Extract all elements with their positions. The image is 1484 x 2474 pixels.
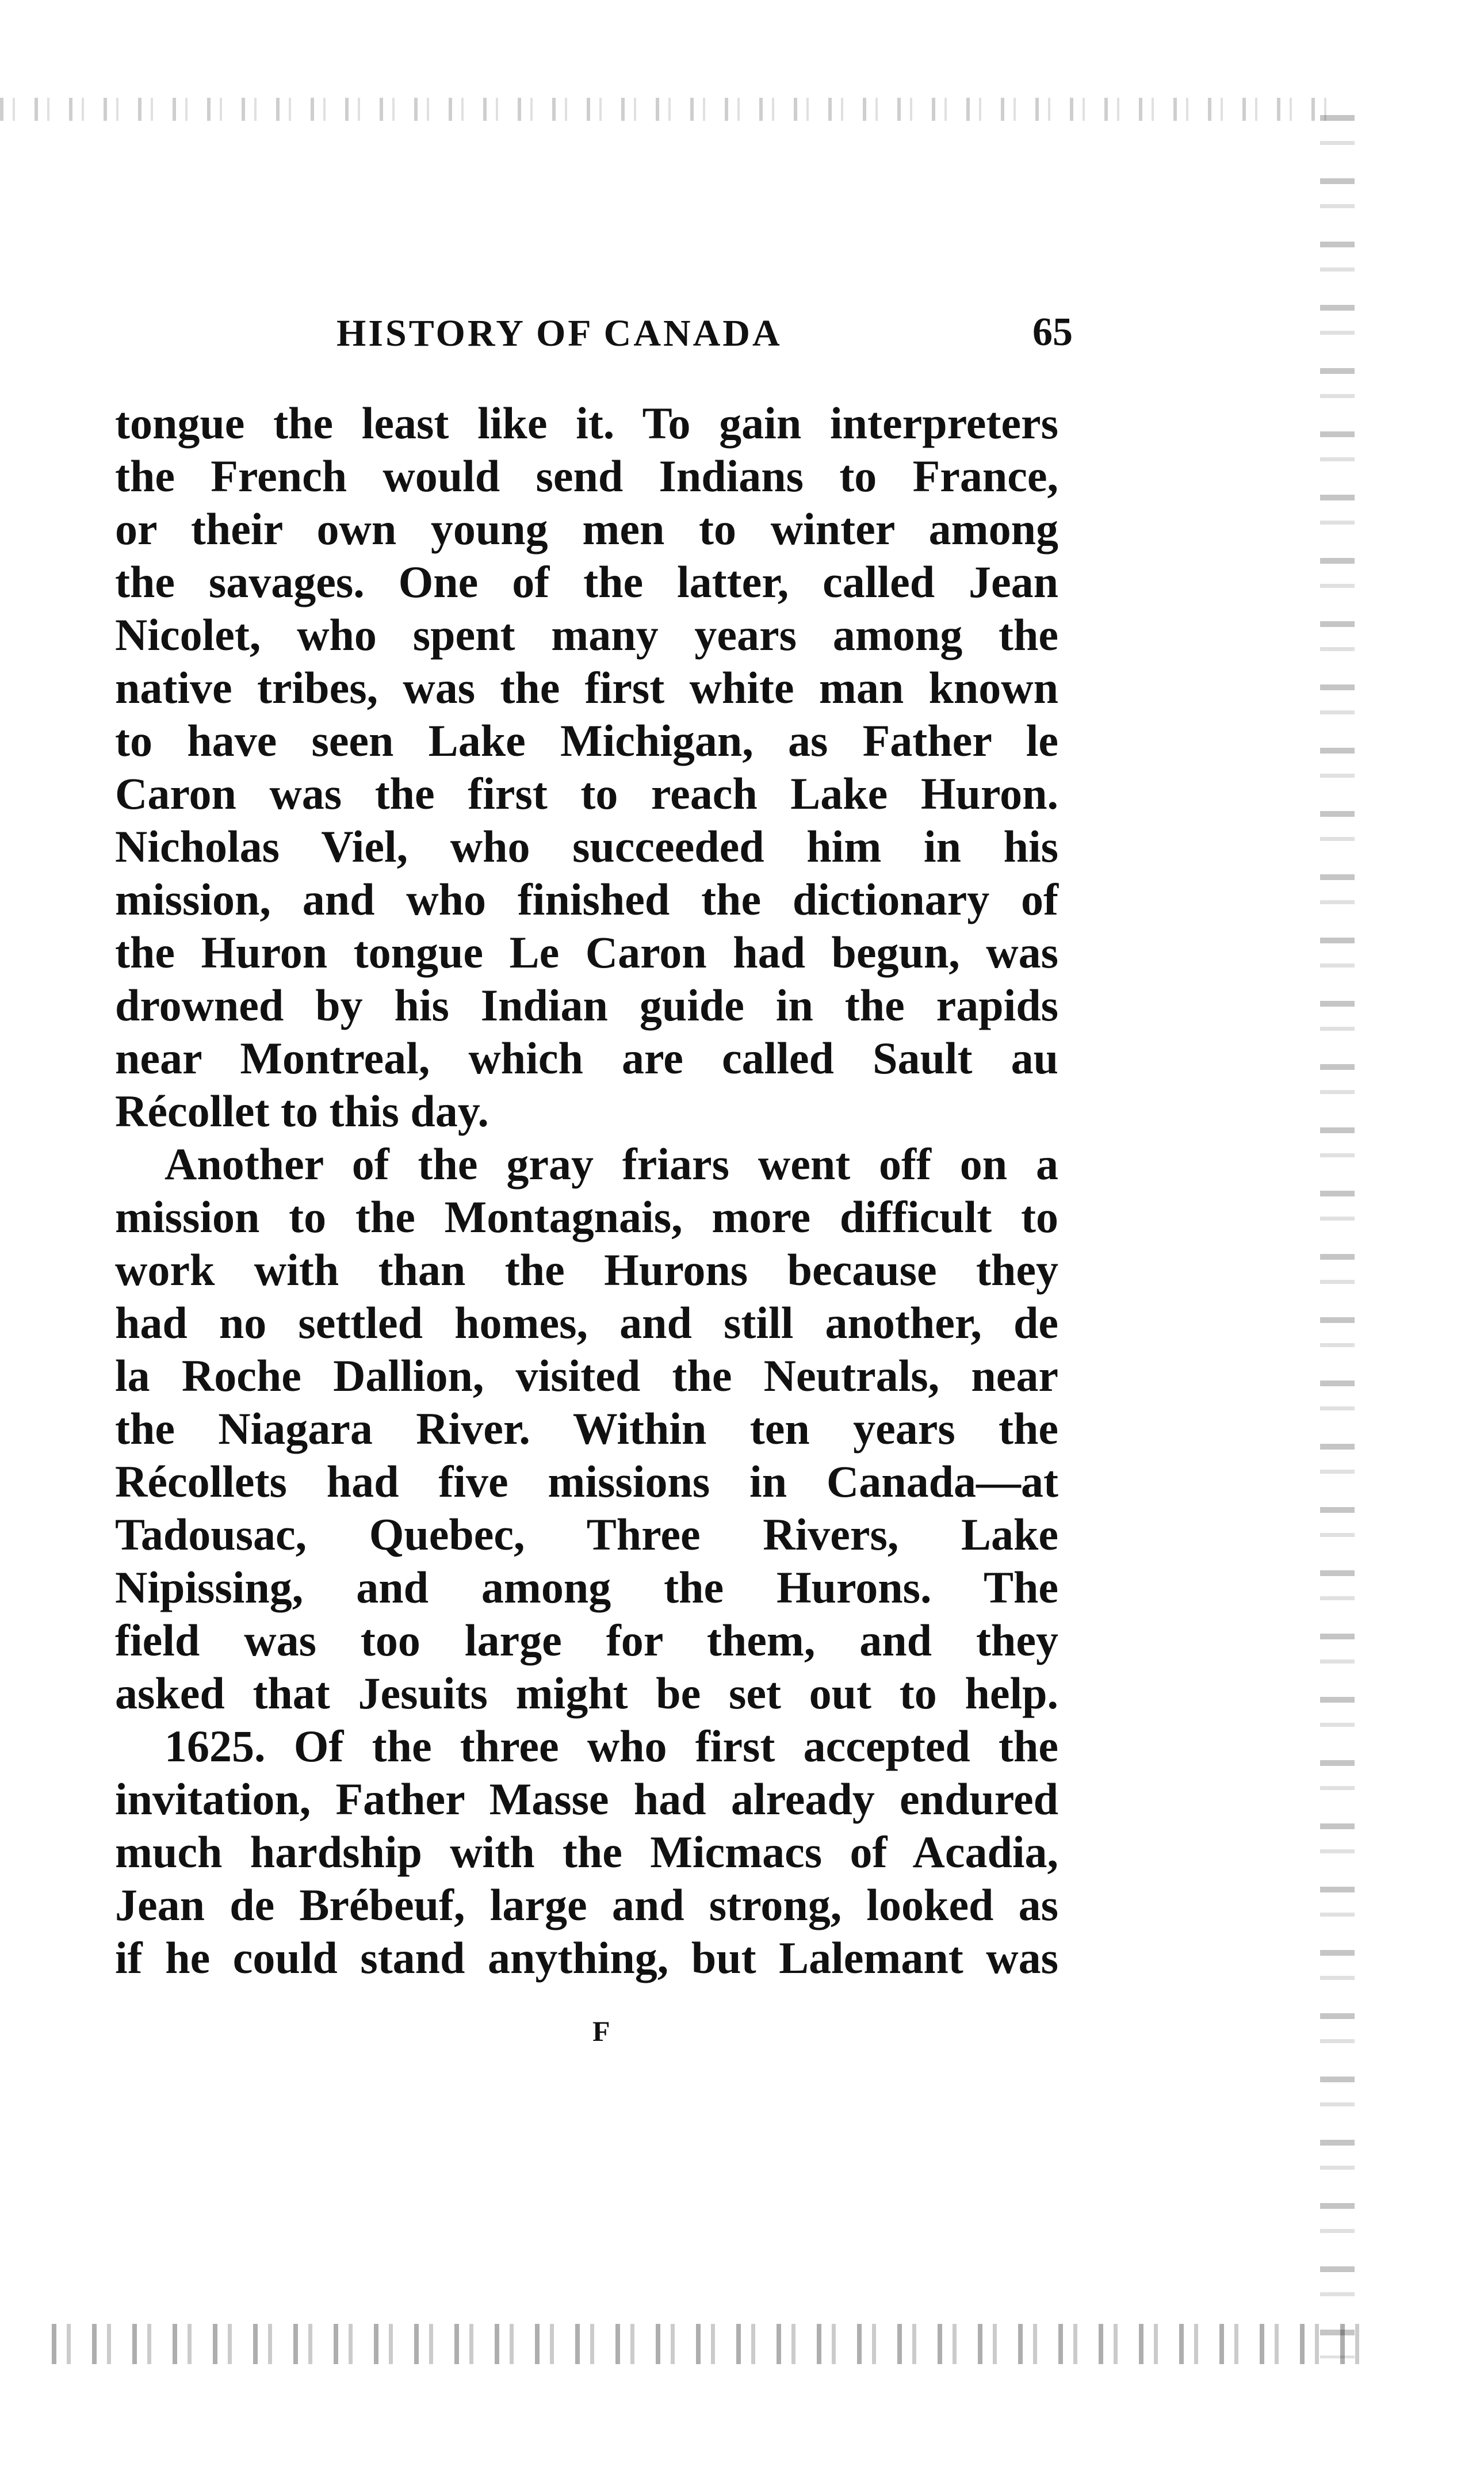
text-line: work with than the Hurons because they: [115, 1245, 1058, 1295]
text-line: the French would send Indians to France,: [115, 451, 1058, 501]
text-line: tongue the least like it. To gain interpreters: [115, 398, 1058, 448]
text-line: la Roche Dallion, visited the Neutrals, near: [115, 1351, 1058, 1401]
signature-mark: F: [592, 2015, 610, 2047]
text-line: mission to the Montagnais, more difficult to: [115, 1192, 1058, 1242]
text-line: field was too large for them, and they: [115, 1615, 1058, 1665]
scan-noise-bottom: [52, 2324, 1375, 2364]
scan-noise-top: [0, 98, 1340, 121]
text-line: 1625. Of the three who first accepted the: [165, 1721, 1058, 1771]
text-line: had no settled homes, and still another, de: [115, 1298, 1058, 1348]
page-number: 65: [1032, 310, 1073, 354]
text-line: mission, and who finished the dictionary of: [115, 874, 1058, 924]
text-line: much hardship with the Micmacs of Acadia,: [115, 1827, 1058, 1877]
page-header: [336, 305, 1073, 357]
text-line: asked that Jesuits might be set out to help.: [115, 1668, 1058, 1718]
text-line: Caron was the first to reach Lake Huron.: [115, 768, 1058, 819]
text-line: the Huron tongue Le Caron had begun, was: [115, 927, 1058, 977]
text-line: to have seen Lake Michigan, as Father le: [115, 716, 1058, 766]
body-text: [115, 397, 1058, 1984]
text-line: Tadousac, Quebec, Three Rivers, Lake: [115, 1509, 1058, 1559]
running-head: HISTORY OF CANADA: [336, 312, 782, 354]
text-line: drowned by his Indian guide in the rapids: [115, 980, 1058, 1030]
paragraph-3: [115, 1720, 1058, 1984]
paragraph-2: [115, 1138, 1058, 1720]
text-line: if he could stand anything, but Lalemant was: [115, 1933, 1058, 1983]
text-line: or their own young men to winter among: [115, 504, 1058, 554]
text-line: the Niagara River. Within ten years the: [115, 1404, 1058, 1454]
text-line: near Montreal, which are called Sault au: [115, 1033, 1058, 1083]
text-line: Récollets had five missions in Canada—at: [115, 1456, 1058, 1506]
text-line: Another of the gray friars went off on a: [165, 1139, 1058, 1189]
text-line: Nicholas Viel, who succeeded him in his: [115, 821, 1058, 871]
text-line: Jean de Brébeuf, large and strong, looked as: [115, 1880, 1058, 1930]
paragraph-1: [115, 397, 1058, 1138]
text-line: Nipissing, and among the Hurons. The: [115, 1562, 1058, 1612]
text-line: Nicolet, who spent many years among the: [115, 610, 1058, 660]
scan-noise-right: [1320, 115, 1355, 2358]
text-line: native tribes, was the first white man known: [115, 663, 1058, 713]
text-line: Récollet to this day.: [115, 1086, 489, 1136]
text-line: the savages. One of the latter, called Jean: [115, 557, 1058, 607]
text-line: invitation, Father Masse had already endured: [115, 1774, 1058, 1824]
